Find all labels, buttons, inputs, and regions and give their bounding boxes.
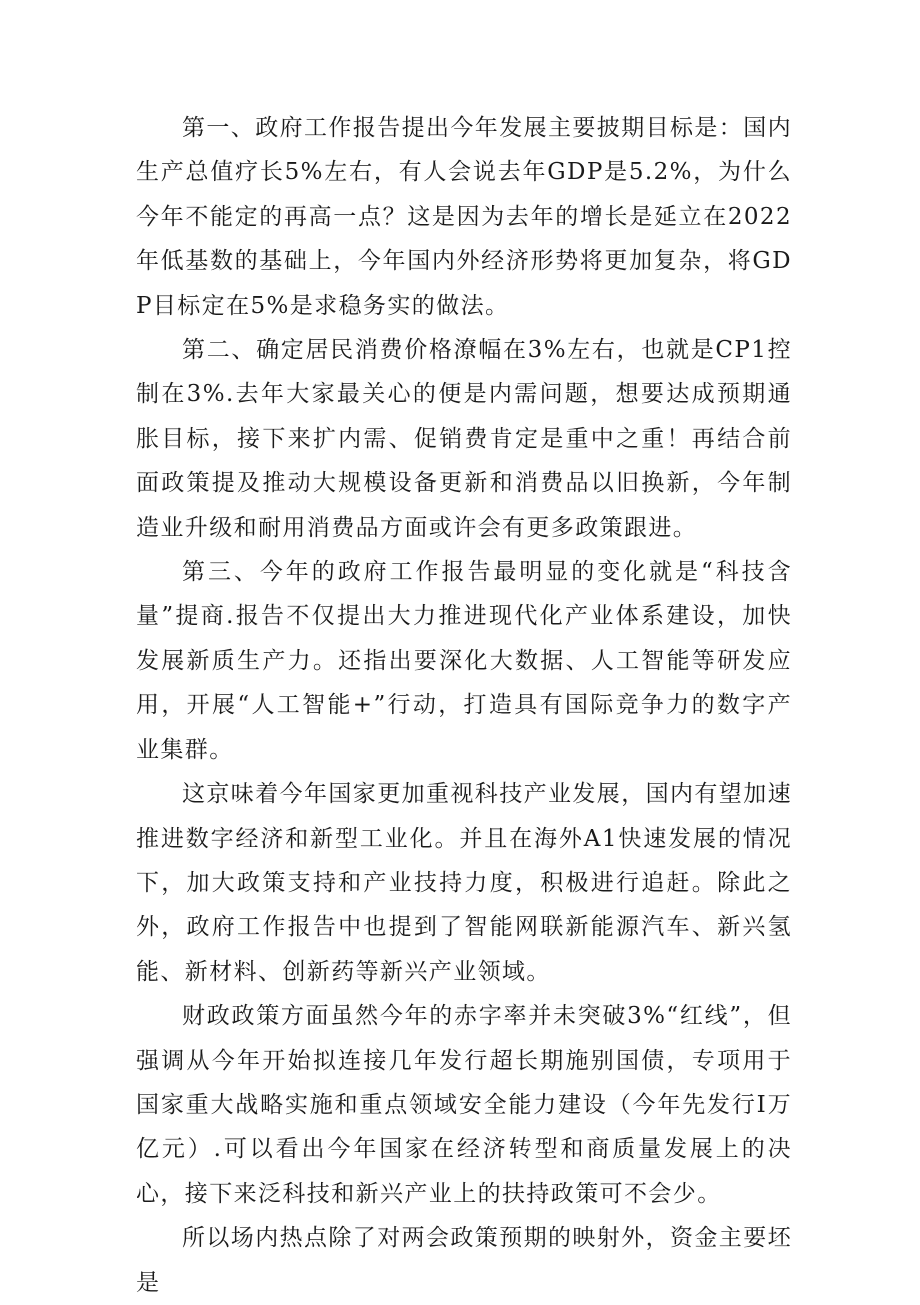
- paragraph-fiscal-policy: 财政政策方面虽然今年的赤字率并未突破3%“红线”，但强调从今年开始拟连接几年发行超长期施别国债，专项用于国家重大战略实施和重点领域安全能力建设（今年先发行I万亿元）.可以看出今年国家在经济转型和商质量发展上的决心，接下来泛科技和新兴产业上的扶持政策可不会少。: [136, 1003, 792, 1207]
- document-body: [136, 106, 792, 1305]
- paragraph-gdp-target: 第一、政府工作报告提出今年发展主要披期目标是：国内生产总值疗长5%左右，有人会说去年GDP是5.2%，为什么今年不能定的再高一点？这是因为去年的增长是延立在2022年低基数的基础上，今年国内外经济形势将更加复杂，将GDP目标定在5%是求稳务实的做法。: [136, 115, 792, 319]
- paragraph-cpi-target: 第二、确定居民消费价格潦幅在3%左右，也就是CP1控制在3%.去年大家最关心的便是内需问题，想要达成预期通胀目标，接下来扩内需、促销费肯定是重中之重！再结合前面政策提及推动大规模设备更新和消费品以旧换新，今年制造业升级和耐用消费品方面或许会有更多政策跟进。: [136, 337, 792, 541]
- paragraph-technology-content: 第三、今年的政府工作报告最明显的变化就是“科技含量”提商.报告不仅提出大力推进现代化产业体系建设，加快发展新质生产力。还指出要深化大数据、人工智能等研发应用，开展“人工智能+”行动，打造具有国际竞争力的数字产业集群。: [136, 559, 792, 763]
- paragraph-market-hotspots: 所以场内热点除了对两会政策预期的映射外，资金主要坯是: [136, 1225, 792, 1296]
- paragraph-tech-industry: 这京味着今年国家更加重视科技产业发展，国内有望加速推进数字经济和新型工业化。并且在海外A1快速发展的情况下，加大政策支持和产业技持力度，积极进行追赶。除此之外，政府工作报告中也提到了智能网联新能源汽车、新兴氢能、新材料、创新药等新兴产业领域。: [136, 781, 792, 985]
